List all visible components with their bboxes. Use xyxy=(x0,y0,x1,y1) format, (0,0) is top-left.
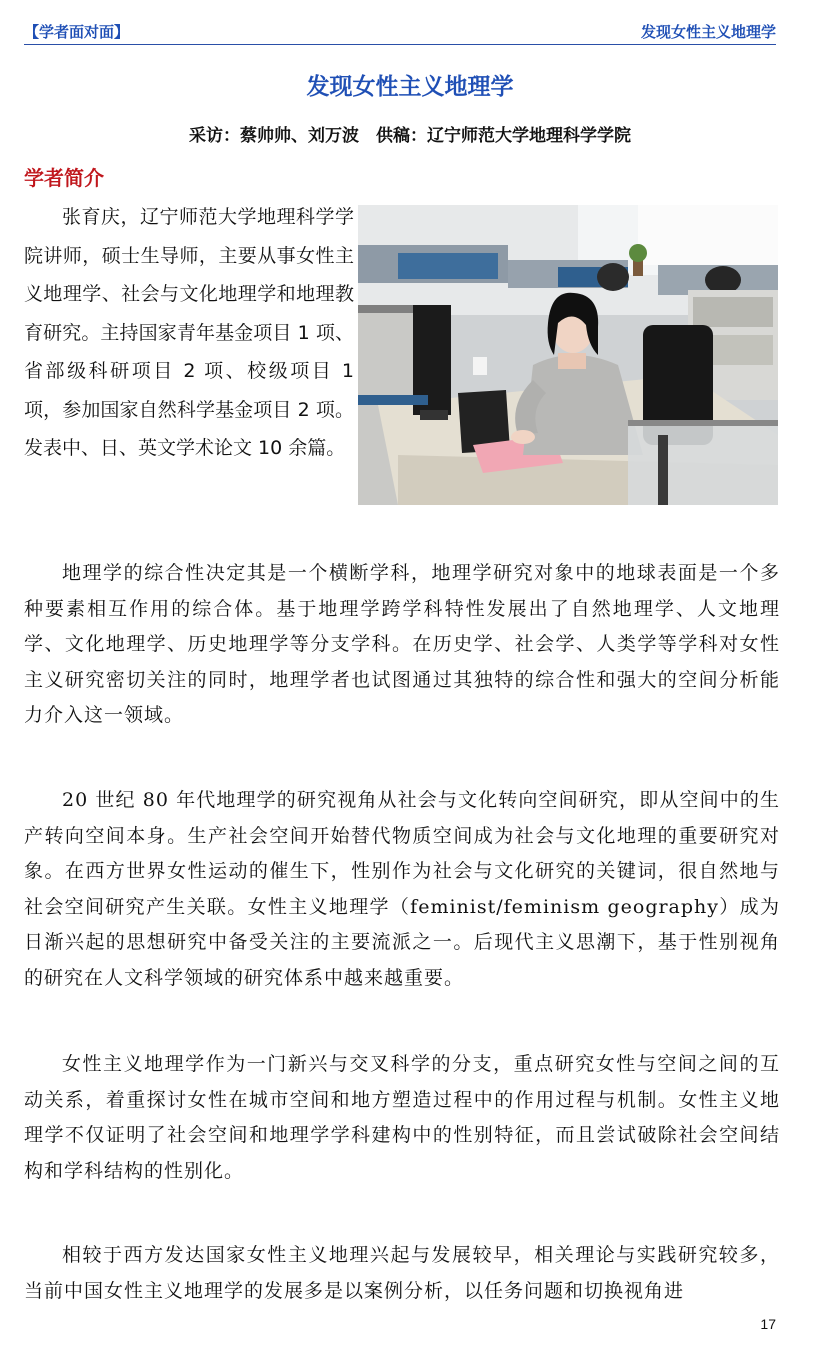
byline: 采访：蔡帅帅、刘万波 供稿：辽宁师范大学地理科学学院 xyxy=(189,126,631,146)
body-paragraph-3: 女性主义地理学作为一门新兴与交叉科学的分支，重点研究女性与空间之间的互动关系，着重探讨女性在城市空间和地方塑造过程中的作用过程与机制。女性主义地理学不仅证明了社会空间和地理学学科建构中的性别特征，而且尝试破除社会空间结构和学科结构的性别化。 xyxy=(24,1053,780,1182)
body-paragraph-4: 相较于西方发达国家女性主义地理兴起与发展较早，相关理论与实践研究较多，当前中国女性主义地理学的发展多是以案例分析，以任务问题和切换视角进 xyxy=(24,1244,780,1302)
page-number: 17 xyxy=(760,1316,776,1332)
article-title: 发现女性主义地理学 xyxy=(306,74,514,100)
page-header xyxy=(24,18,776,45)
body-paragraph-2: 20 世纪 80 年代地理学的研究视角从社会与文化转向空间研究，即从空间中的生产转向空间本身。生产社会空间开始替代物质空间成为社会与文化地理的重要研究对象。在西方世界女性运动的催生下，性别作为社会与文化研究的关键词，很自然地与社会空间研究产生关联。女性主义地理学（feminist/feminism geography）成为日渐兴起的思想研究中备受关注的主要流派之一。后现代主义思潮下，基于性别视角的研究在人文科学领域的研究体系中越来越重要。 xyxy=(24,789,780,989)
running-title: 发现女性主义地理学 xyxy=(640,23,776,41)
scholar-bio: 张育庆，辽宁师范大学地理科学学院讲师，硕士生导师，主要从事女性主义地理学、社会与文化地理学和地理教育研究。主持国家青年基金项目 1 项、省部级科研项目 2 项、校级项目 1 项，参加国家自然科学基金项目 2 项。发表中、日、英文学术论文 10 余篇。 xyxy=(24,206,354,459)
section-heading-profile: 学者简介 xyxy=(24,166,104,190)
photo-illustration xyxy=(358,205,778,505)
body-paragraph-1: 地理学的综合性决定其是一个横断学科，地理学研究对象中的地球表面是一个多种要素相互作用的综合体。基于地理学跨学科特性发展出了自然地理学、人文地理学、文化地理学、历史地理学等分支学科。在历史学、社会学、人类学等学科对女性主义研究密切关注的同时，地理学者也试图通过其独特的综合性和强大的空间分析能力介入这一领域。 xyxy=(24,562,780,726)
scholar-photo xyxy=(358,205,778,505)
column-label: 【学者面对面】 xyxy=(24,23,130,41)
